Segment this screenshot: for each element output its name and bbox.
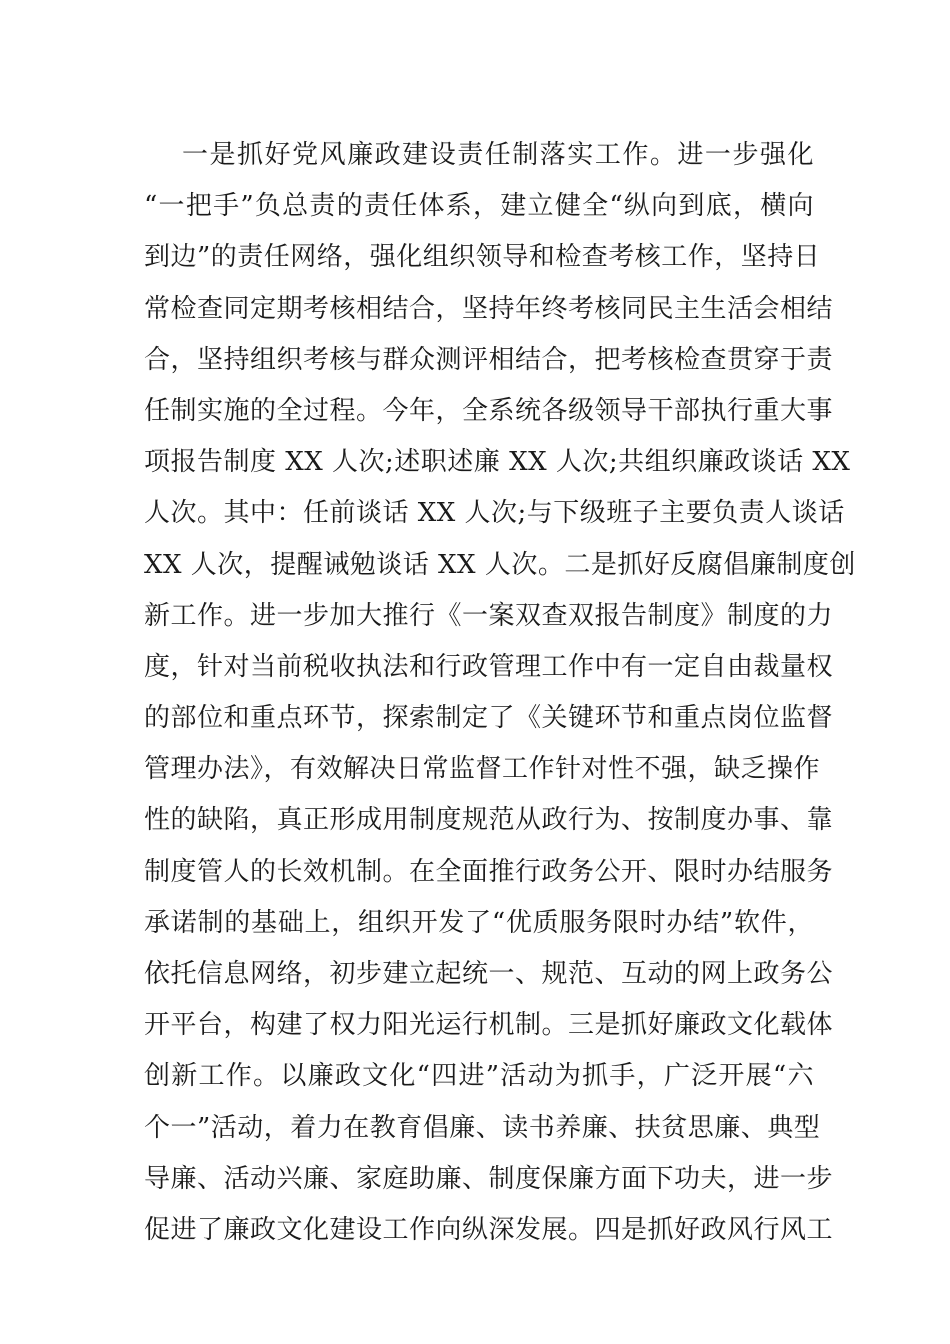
text-line: 一是抓好党风廉政建设责任制落实工作。进一步强化 [182,140,814,170]
text-line: 促进了廉政文化建设工作向纵深发展。四是抓好政风行风工 [144,1214,834,1245]
text-line: 项报告制度 XX 人次;述职述廉 XX 人次;共组织廉政谈话 XX [144,447,851,478]
text-line: XX 人次，提醒诫勉谈话 XX 人次。二是抓好反腐倡廉制度创 [144,549,856,580]
text-line: 度，针对当前税收执法和行政管理工作中有一定自由裁量权 [144,651,834,682]
text-line: 制度管人的长效机制。在全面推行政务公开、限时办结服务 [144,856,834,887]
text-line: 合，坚持组织考核与群众测评相结合，把考核检查贯穿于责 [144,344,834,375]
text-line: 常检查同定期考核相结合，坚持年终考核同民主生活会相结 [144,293,834,324]
text-line: 个一”活动，着力在教育倡廉、读书养廉、扶贫思廉、典型 [144,1112,821,1143]
text-line: 新工作。进一步加大推行《一案双查双报告制度》制度的力 [144,600,834,631]
text-line: 依托信息网络，初步建立起统一、规范、互动的网上政务公 [144,959,834,989]
text-line: 性的缺陷，真正形成用制度规范从政行为、按制度办事、靠 [144,805,834,836]
text-line: 开平台，构建了权力阳光运行机制。三是抓好廉政文化载体 [144,1010,834,1041]
text-line: “一把手”负总责的责任体系，建立健全“纵向到底，横向 [144,191,814,222]
text-line: 人次。其中：任前谈话 XX 人次;与下级班子主要负责人谈话 [144,498,845,529]
text-line: 任制实施的全过程。今年，全系统各级领导干部执行重大事 [144,395,834,426]
body-paragraph [144,130,856,1256]
text-line: 导廉、活动兴廉、家庭助廉、制度保廉方面下功夫，进一步 [144,1163,834,1194]
text-line: 到边”的责任网络，强化组织领导和检查考核工作，坚持日 [144,242,821,273]
text-line: 创新工作。以廉政文化“四进”活动为抓手，广泛开展“六 [144,1061,814,1092]
text-line: 的部位和重点环节，探索制定了《关键环节和重点岗位监督 [144,703,834,734]
text-line: 管理办法》，有效解决日常监督工作针对性不强，缺乏操作 [144,754,821,785]
text-line: 承诺制的基础上，组织开发了“优质服务限时办结”软件， [144,907,814,938]
